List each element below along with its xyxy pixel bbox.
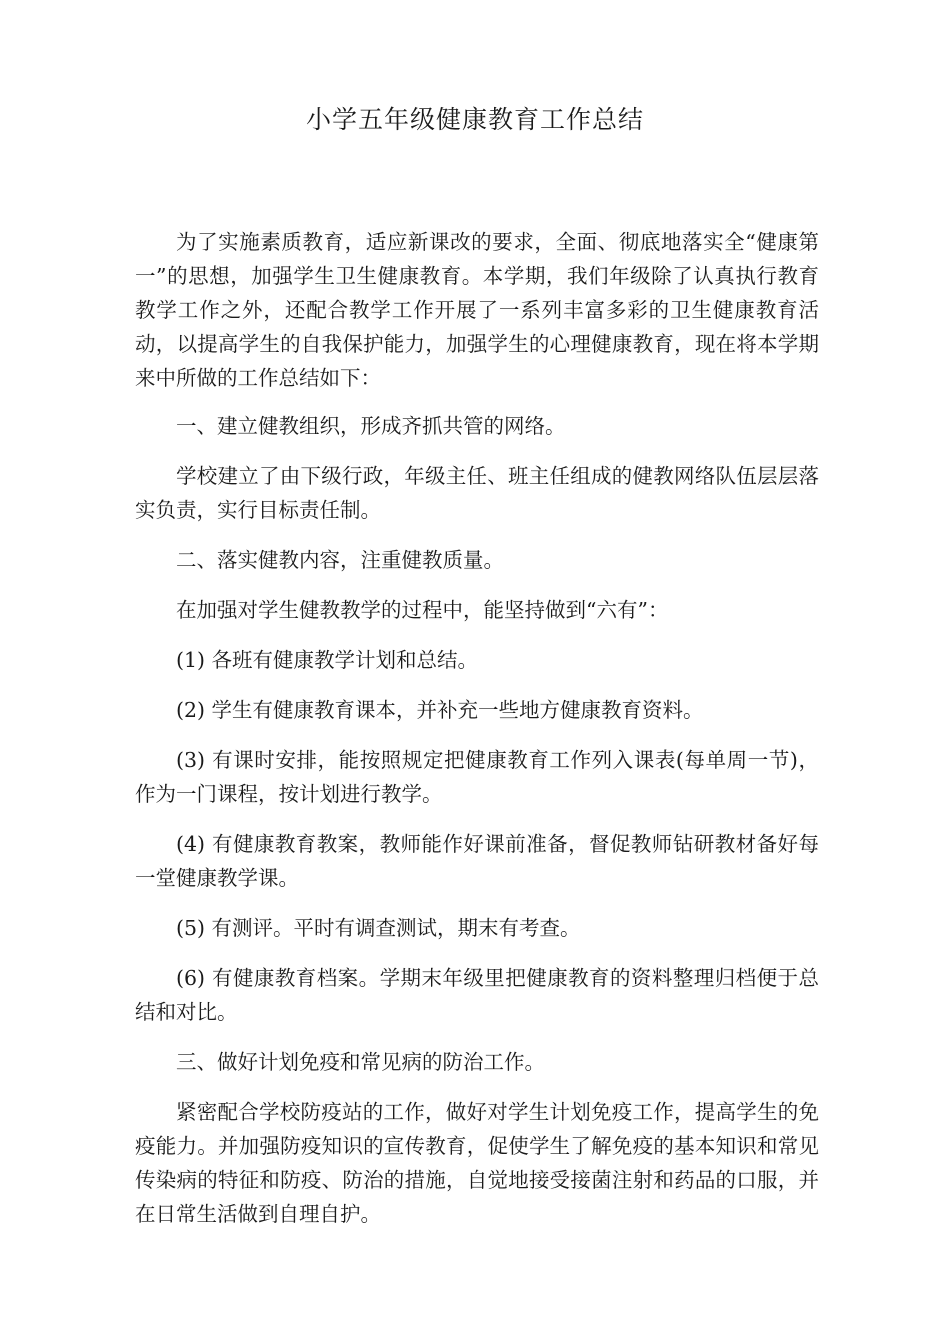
list-item: (1) 各班有健康教学计划和总结。 bbox=[176, 648, 479, 672]
body-paragraph: 学校建立了由下级行政，年级主任、班主任组成的健教网络队伍层层落实负责，实行目标责任制。 bbox=[135, 464, 819, 522]
section-heading-1: 一、建立健教组织，形成齐抓共管的网络。 bbox=[176, 414, 566, 438]
list-item: (3) 有课时安排，能按照规定把健康教育工作列入课表(每单周一节)，作为一门课程，按计划进行教学。 bbox=[135, 748, 819, 806]
body-paragraph: 在加强对学生健教教学的过程中，能坚持做到“六有”： bbox=[176, 598, 669, 622]
list-item: (4) 有健康教育教案，教师能作好课前准备，督促教师钻研教材备好每一堂健康教学课。 bbox=[135, 832, 819, 890]
intro-paragraph: 为了实施素质教育，适应新课改的要求，全面、彻底地落实全“健康第一”的思想，加强学生卫生健康教育。本学期，我们年级除了认真执行教育教学工作之外，还配合教学工作开展了一系列丰富多彩的卫生健康教育活动，以提高学生的自我保护能力，加强学生的心理健康教育，现在将本学期来中所做的工作总结如下： bbox=[135, 230, 819, 390]
document-body bbox=[135, 225, 819, 1247]
section-heading-3: 三、做好计划免疫和常见病的防治工作。 bbox=[176, 1050, 545, 1074]
document-title: 小学五年级健康教育工作总结 bbox=[305, 105, 644, 134]
body-paragraph: 紧密配合学校防疫站的工作，做好对学生计划免疫工作，提高学生的免疫能力。并加强防疫知识的宣传教育，促使学生了解免疫的基本知识和常见传染病的特征和防疫、防治的措施，自觉地接受接菌注射和药品的口服，并在日常生活做到自理自护。 bbox=[135, 1100, 819, 1226]
list-item: (2) 学生有健康教育课本，并补充一些地方健康教育资料。 bbox=[176, 698, 704, 722]
list-item: (5) 有测评。平时有调查测试，期末有考查。 bbox=[176, 916, 581, 940]
list-item: (6) 有健康教育档案。学期末年级里把健康教育的资料整理归档便于总结和对比。 bbox=[135, 966, 819, 1024]
section-heading-2: 二、落实健教内容，注重健教质量。 bbox=[176, 548, 504, 572]
